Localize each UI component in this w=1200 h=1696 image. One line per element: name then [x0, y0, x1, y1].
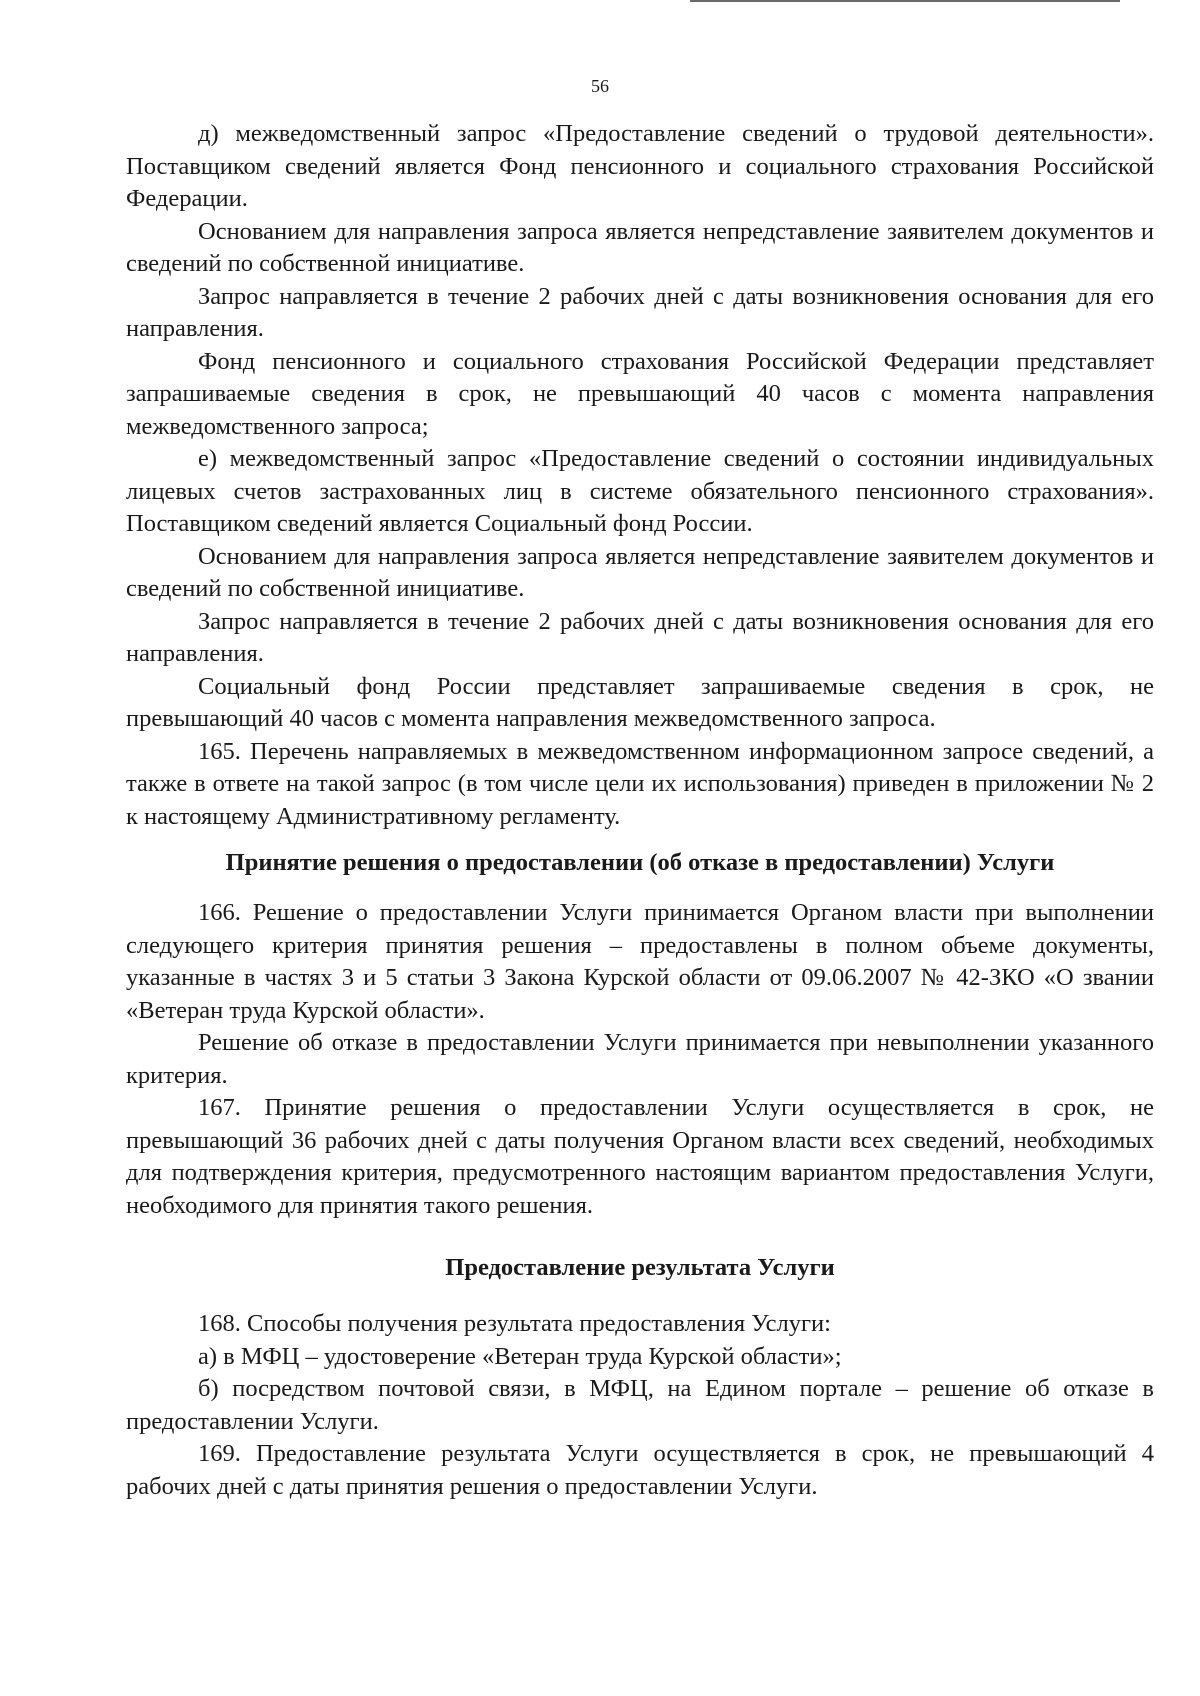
- paragraph-165: 165. Перечень направляемых в межведомственном информационном запросе сведений, а также в ответе на такой запрос (в том числе цели их использования) приведен в приложении № 2 к настоящему Административному регламенту.: [126, 737, 1154, 830]
- paragraph-refusal: Решение об отказе в предоставлении Услуги принимается при невыполнении указанного критерия.: [126, 1029, 1154, 1089]
- paragraph-167: 167. Принятие решения о предоставлении Услуги осуществляется в срок, не превышающий 36 рабочих дней с даты получения Органом власти всех сведений, необходимых для подтверждения критерия, предусмотренного настоящим вариантом предоставления Услуги, необходимого для принятия такого решения.: [126, 1094, 1154, 1219]
- paragraph-168-a: а) в МФЦ – удостоверение «Ветеран труда Курской области»;: [198, 1342, 842, 1370]
- paragraph-fund-response: Фонд пенсионного и социального страхования Российской Федерации представляет запрашиваемые сведения в срок, не превышающий 40 часов с момента направления межведомственного запроса;: [126, 347, 1154, 440]
- paragraph-sfr-response: Социальный фонд России представляет запрашиваемые сведения в срок, не превышающий 40 часов с момента направления межведомственного запроса.: [126, 672, 1154, 732]
- paragraph-d-request: д) межведомственный запрос «Предоставление сведений о трудовой деятельности». Поставщиком сведений является Фонд пенсионного и социального страхования Российской Федерации.: [126, 120, 1154, 212]
- paragraph-term-2: Запрос направляется в течение 2 рабочих дней с даты возникновения основания для его направления.: [126, 607, 1154, 667]
- top-rule: [690, 0, 1120, 2]
- section-heading-result: Предоставление результата Услуги: [445, 1254, 835, 1281]
- paragraph-166: 166. Решение о предоставлении Услуги принимается Органом власти при выполнении следующего критерия принятия решения – предоставлены в полном объеме документы, указанные в частях 3 и 5 статьи 3 Закона Курской области от 09.06.2007 № 42-ЗКО «О звании «Ветеран труда Курской области».: [126, 899, 1154, 1024]
- paragraph-basis: Основанием для направления запроса является непредставление заявителем документов и сведений по собственной инициативе.: [126, 217, 1154, 277]
- page-number: 56: [591, 76, 609, 96]
- paragraph-169: 169. Предоставление результата Услуги осуществляется в срок, не превышающий 4 рабочих дней с даты принятия решения о предоставлении Услуги.: [126, 1440, 1154, 1500]
- paragraph-basis-2: Основанием для направления запроса является непредставление заявителем документов и сведений по собственной инициативе.: [126, 542, 1154, 602]
- document-body: [126, 118, 1154, 1503]
- paragraph-e-request: е) межведомственный запрос «Предоставление сведений о состоянии индивидуальных лицевых счетов застрахованных лиц в системе обязательного пенсионного страхования». Поставщиком сведений является Социальный фонд России.: [126, 445, 1154, 537]
- section-heading-decision: Принятие решения о предоставлении (об отказе в предоставлении) Услуги: [225, 849, 1055, 876]
- paragraph-term: Запрос направляется в течение 2 рабочих дней с даты возникновения основания для его направления.: [126, 282, 1154, 342]
- paragraph-168-b: б) посредством почтовой связи, в МФЦ, на Едином портале – решение об отказе в предоставлении Услуги.: [126, 1375, 1154, 1435]
- paragraph-168: 168. Способы получения результата предоставления Услуги:: [198, 1310, 831, 1337]
